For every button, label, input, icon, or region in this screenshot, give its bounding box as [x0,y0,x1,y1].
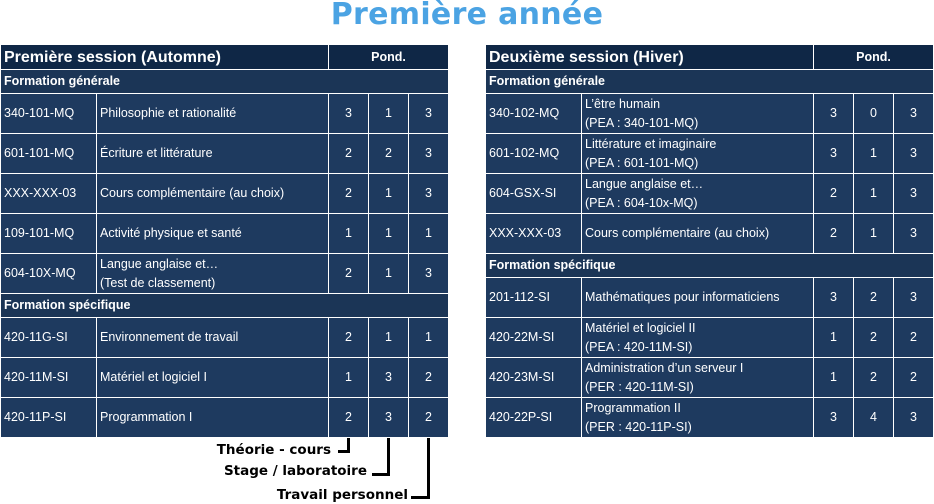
course-prerequisite: (PEA : 340-101-MQ) [585,115,699,130]
theory-hours: 2 [329,318,369,358]
personal-hours: 1 [409,214,449,254]
left-session-table [0,44,449,438]
course-name-cell [582,134,814,174]
personal-hours: 3 [894,214,934,254]
course-name-cell [97,94,329,134]
course-row [486,134,934,174]
page-title: Première année [330,0,604,32]
course-name: Matériel et logiciel II [585,320,696,335]
course-name: Programmation I [100,410,193,424]
course-code: 420-11M-SI [1,358,97,398]
course-prerequisite: (Test de classement) [100,275,216,290]
personal-hours: 2 [894,318,934,358]
lab-hours: 0 [854,94,894,134]
lab-hours: 1 [369,254,409,294]
theory-hours: 3 [814,134,854,174]
personal-hours: 3 [894,94,934,134]
lab-hours: 1 [369,214,409,254]
course-prerequisite: (PEA : 604-10x-MQ) [585,195,698,210]
lab-hours: 2 [369,134,409,174]
lab-hours: 3 [369,398,409,438]
course-code: 420-23M-SI [486,358,582,398]
session-header-row [486,45,934,70]
course-row [1,134,449,174]
course-code: 604-10X-MQ [1,254,97,294]
course-name: Programmation II [585,400,681,415]
personal-hours: 3 [894,174,934,214]
course-name: Cours complémentaire (au choix) [100,186,285,200]
section-label: Formation spécifique [1,294,449,318]
course-row [486,174,934,214]
section-label: Formation spécifique [486,254,934,278]
course-name: Administration d’un serveur I [585,360,744,375]
right-session-table [485,44,934,438]
section-label: Formation générale [486,70,934,94]
session-header-row [1,45,449,70]
course-code: 601-102-MQ [486,134,582,174]
theory-hours: 2 [814,174,854,214]
course-name-cell [582,214,814,254]
personal-hours: 3 [894,134,934,174]
course-code: 201-112-SI [486,278,582,318]
course-code: 601-101-MQ [1,134,97,174]
course-code: 604-GSX-SI [486,174,582,214]
theory-hours: 1 [814,358,854,398]
lab-hours: 1 [369,174,409,214]
course-code: 420-22P-SI [486,398,582,438]
lab-hours: 4 [854,398,894,438]
course-code: 420-11P-SI [1,398,97,438]
theory-hours: 3 [814,398,854,438]
lab-hours: 2 [854,318,894,358]
course-code: 420-11G-SI [1,318,97,358]
course-row [486,358,934,398]
personal-hours: 2 [894,358,934,398]
course-row [1,214,449,254]
course-code: XXX-XXX-03 [486,214,582,254]
lab-hours: 1 [854,134,894,174]
course-prerequisite: (PEA : 601-101-MQ) [585,155,699,170]
course-code: XXX-XXX-03 [1,174,97,214]
section-header-row [486,254,934,278]
course-name: Mathématiques pour informaticiens [585,290,780,304]
course-name-cell [582,358,814,398]
lab-hours: 2 [854,278,894,318]
course-row [1,174,449,214]
pond-header: Pond. [814,45,934,70]
personal-hours: 1 [409,318,449,358]
course-name-cell [582,174,814,214]
course-row [486,318,934,358]
legend-theory-label: Théorie - cours [216,442,331,458]
course-name-cell [97,318,329,358]
course-name: Écriture et littérature [100,146,213,160]
course-row [1,358,449,398]
course-prerequisite: (PEA : 420-11M-SI) [585,339,693,354]
course-row [486,214,934,254]
section-label: Formation générale [1,70,449,94]
course-code: 340-102-MQ [486,94,582,134]
course-prerequisite: (PER : 420-11M-SI) [585,379,694,394]
course-name: Langue anglaise et… [100,256,219,271]
course-row [486,278,934,318]
theory-hours: 2 [814,214,854,254]
section-header-row [486,70,934,94]
session-title: Première session (Automne) [1,45,329,70]
personal-hours: 3 [894,278,934,318]
course-name-cell [97,398,329,438]
course-name-cell [582,278,814,318]
course-name: Littérature et imaginaire [585,136,717,151]
personal-hours: 3 [409,254,449,294]
course-row [486,398,934,438]
lab-hours: 1 [369,318,409,358]
course-name: Environnement de travail [100,330,239,344]
theory-hours: 3 [814,278,854,318]
personal-hours: 2 [409,398,449,438]
theory-hours: 2 [329,174,369,214]
legend-lab-bracket [372,438,390,476]
course-name-cell [97,254,329,294]
lab-hours: 1 [854,174,894,214]
section-header-row [1,70,449,94]
course-name-cell [582,398,814,438]
course-name: Matériel et logiciel I [100,370,207,384]
course-name-cell [97,214,329,254]
legend-personal-label: Travail personnel [276,487,408,503]
course-name: L’être humain [585,96,661,111]
course-name-cell [97,134,329,174]
course-row [1,94,449,134]
course-name-cell [97,174,329,214]
course-name: Philosophie et rationalité [100,106,237,120]
pond-header: Pond. [329,45,449,70]
course-code: 109-101-MQ [1,214,97,254]
course-name: Activité physique et santé [100,226,242,240]
course-row [1,254,449,294]
course-row [1,318,449,358]
course-name-cell [97,358,329,398]
legend-theory-bracket [338,438,350,453]
lab-hours: 3 [369,358,409,398]
personal-hours: 2 [409,358,449,398]
lab-hours: 2 [854,358,894,398]
personal-hours: 3 [409,94,449,134]
section-header-row [1,294,449,318]
course-code: 420-22M-SI [486,318,582,358]
course-row [1,398,449,438]
course-name: Cours complémentaire (au choix) [585,226,770,240]
theory-hours: 1 [329,358,369,398]
personal-hours: 3 [894,398,934,438]
session-title: Deuxième session (Hiver) [486,45,814,70]
course-name: Langue anglaise et… [585,176,704,191]
course-prerequisite: (PER : 420-11P-SI) [585,419,692,434]
legend-personal-bracket [411,438,430,499]
course-row [486,94,934,134]
legend-lab-label: Stage / laboratoire [223,463,367,479]
lab-hours: 1 [369,94,409,134]
course-name-cell [582,94,814,134]
theory-hours: 1 [814,318,854,358]
theory-hours: 3 [329,94,369,134]
theory-hours: 2 [329,254,369,294]
theory-hours: 2 [329,134,369,174]
lab-hours: 1 [854,214,894,254]
course-code: 340-101-MQ [1,94,97,134]
theory-hours: 1 [329,214,369,254]
personal-hours: 3 [409,134,449,174]
personal-hours: 3 [409,174,449,214]
course-name-cell [582,318,814,358]
theory-hours: 2 [329,398,369,438]
theory-hours: 3 [814,94,854,134]
